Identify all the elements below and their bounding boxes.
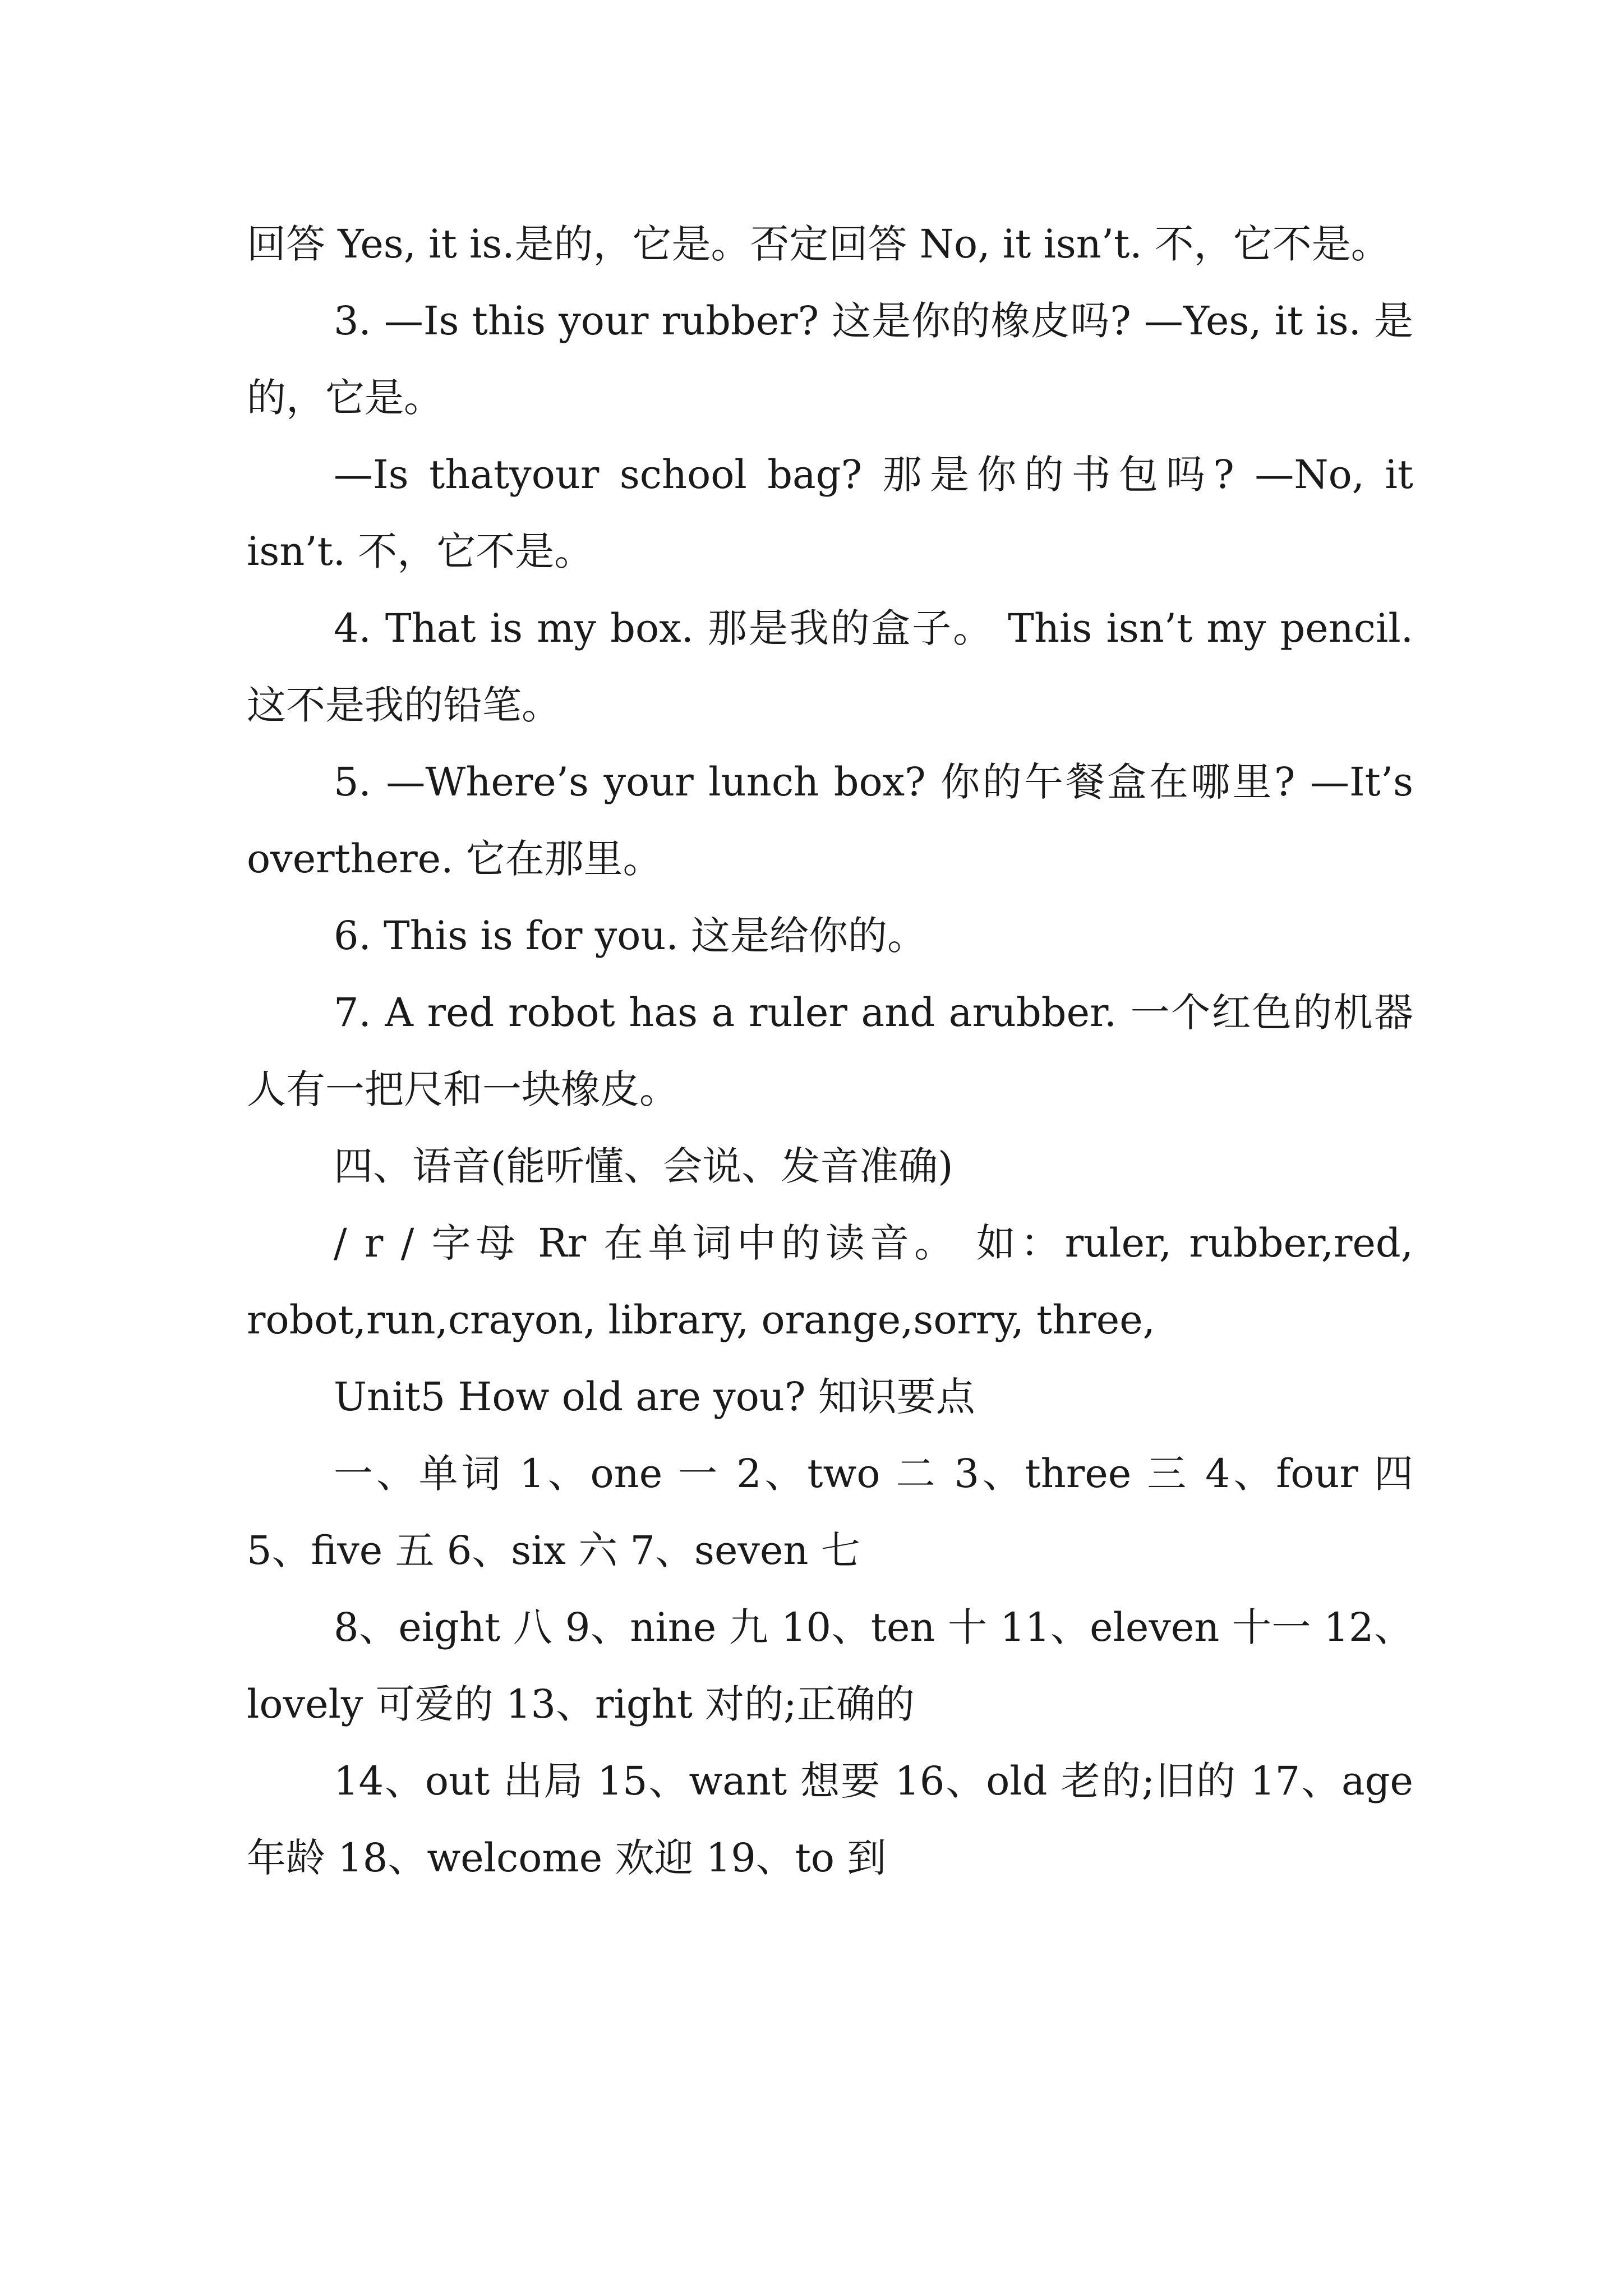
document-body bbox=[247, 206, 1413, 1897]
paragraph-item-4: 4. That is my box. 那是我的盒子。 This isn’t my pencil. 这不是我的铅笔。 bbox=[247, 605, 1413, 728]
paragraph-item-5: 5. —Where’s your lunch box? 你的午餐盒在哪里? —It’s overthere. 它在那里。 bbox=[247, 759, 1413, 882]
section-heading-phonics: 四、语音(能听懂、会说、发音准确) bbox=[334, 1143, 953, 1189]
unit5-title: Unit5 How old are you? 知识要点 bbox=[334, 1374, 975, 1420]
paragraph-vocab-1: 一、单词 1、one 一 2、two 二 3、three 三 4、four 四 5、five 五 6、six 六 7、seven 七 bbox=[247, 1451, 1413, 1573]
paragraph-item-7: 7. A red robot has a ruler and arubber. 一个红色的机器人有一把尺和一块橡皮。 bbox=[247, 990, 1413, 1112]
paragraph-answer-forms: 回答 Yes, it is.是的，它是。否定回答 No, it isn’t. 不，它不是。 bbox=[247, 221, 1390, 267]
paragraph-vocab-3: 14、out 出局 15、want 想要 16、old 老的;旧的 17、age 年龄 18、welcome 欢迎 19、to 到 bbox=[247, 1758, 1413, 1881]
paragraph-item-6: 6. This is for you. 这是给你的。 bbox=[334, 913, 926, 959]
paragraph-phonics-r: / r / 字母 Rr 在单词中的读音。 如：ruler, rubber,red, robot,run,crayon, library, orange,sorry, three, bbox=[247, 1220, 1413, 1343]
paragraph-item-3: 3. —Is this your rubber? 这是你的橡皮吗? —Yes, it is. 是的，它是。 bbox=[247, 298, 1413, 421]
paragraph-vocab-2: 8、eight 八 9、nine 九 10、ten 十 11、eleven 十一 12、lovely 可爱的 13、right 对的;正确的 bbox=[247, 1604, 1413, 1727]
paragraph-item-3-b: —Is thatyour school bag? 那是你的书包吗? —No, it isn’t. 不，它不是。 bbox=[247, 452, 1413, 574]
